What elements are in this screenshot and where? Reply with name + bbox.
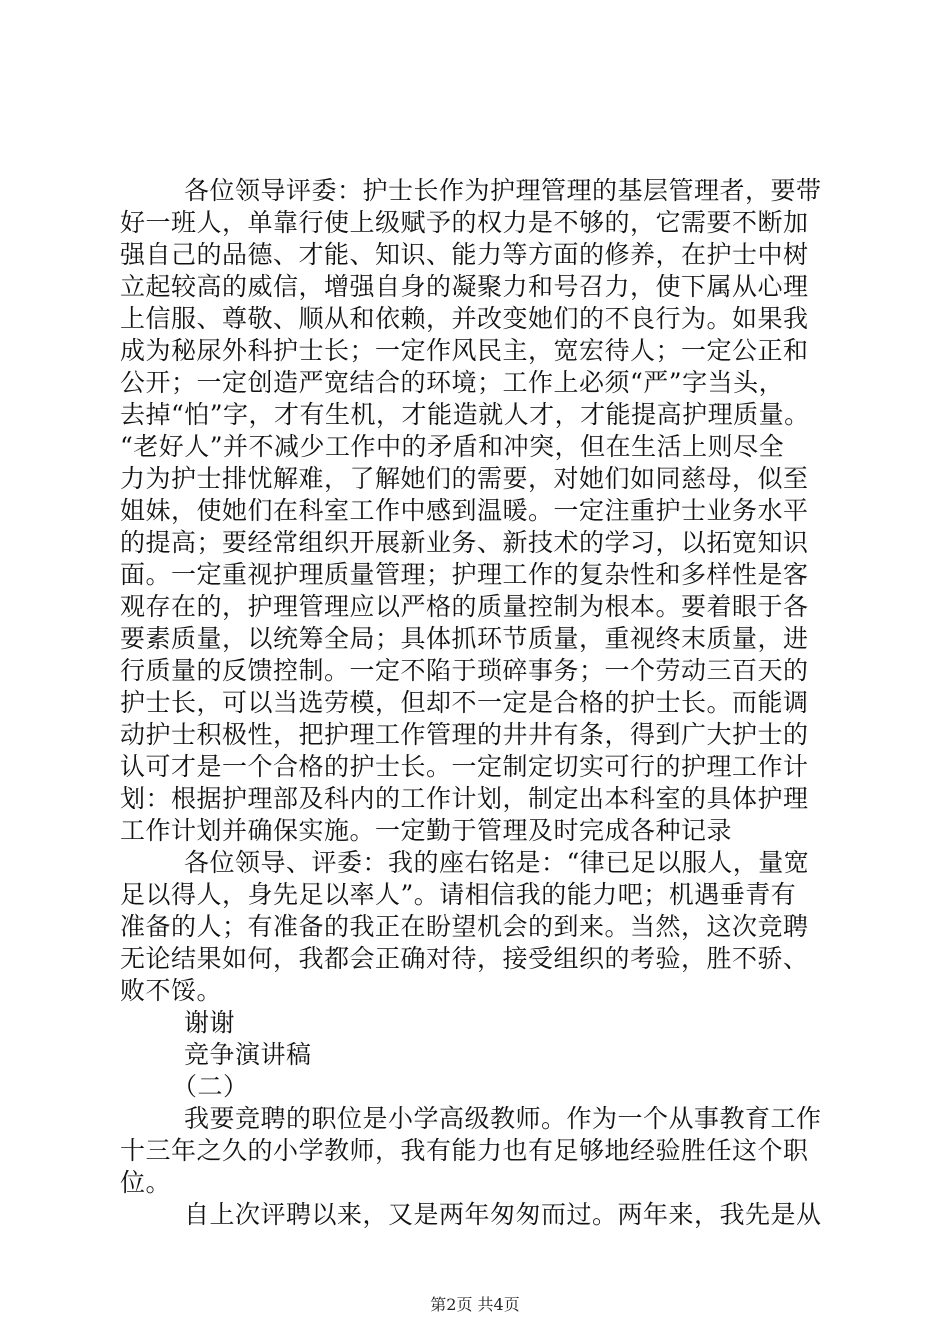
text-line: 的提高；要经常组织开展新业务、新技术的学习，以拓宽知识 xyxy=(120,528,809,557)
text-line: 上信服、尊敬、顺从和依赖，并改变她们的不良行为。如果我 xyxy=(120,304,809,333)
text-line: 强自己的品德、才能、知识、能力等方面的修养，在护士中树 xyxy=(120,240,809,269)
text-line: 观存在的，护理管理应以严格的质量控制为根本。要着眼于各 xyxy=(120,592,809,621)
text-line: 去掉“怕”字，才有生机，才能造就人才，才能提高护理质量。 xyxy=(120,400,810,429)
section-title: 竞争演讲稿 xyxy=(184,1040,312,1069)
text-line: 要素质量，以统筹全局；具体抓环节质量，重视终末质量，进 xyxy=(120,624,809,653)
text-line: 划：根据护理部及科内的工作计划，制定出本科室的具体护理 xyxy=(120,784,809,813)
text-line: 我要竞聘的职位是小学高级教师。作为一个从事教育工作 xyxy=(184,1104,822,1133)
page-footer: 第2页 共4页 xyxy=(430,1295,520,1314)
text-line: 无论结果如何，我都会正确对待，接受组织的考验，胜不骄、 xyxy=(120,944,809,973)
text-line: “老好人”并不减少工作中的矛盾和冲突，但在生活上则尽全 xyxy=(120,432,785,461)
text-line: 面。一定重视护理质量管理；护理工作的复杂性和多样性是客 xyxy=(120,560,809,589)
text-line: 护士长，可以当选劳模，但却不一定是合格的护士长。而能调 xyxy=(120,688,809,717)
text-line: 位。 xyxy=(120,1168,172,1197)
text-line: 立起较高的威信，增强自身的凝聚力和号召力，使下属从心理 xyxy=(120,272,809,301)
text-line: 行质量的反馈控制。一定不陷于琐碎事务；一个劳动三百天的 xyxy=(120,656,809,685)
text-line: 姐妹，使她们在科室工作中感到温暖。一定注重护士业务水平 xyxy=(120,496,809,525)
text-line: 好一班人，单靠行使上级赋予的权力是不够的，它需要不断加 xyxy=(120,208,809,237)
text-line: 败不馁。 xyxy=(120,976,223,1005)
text-line: 各位领导评委：护士长作为护理管理的基层管理者，要带 xyxy=(184,176,822,205)
text-line: 工作计划并确保实施。一定勤于管理及时完成各种记录 xyxy=(120,816,733,845)
text-line: 力为护士排忧解难，了解她们的需要，对她们如同慈母，似至 xyxy=(120,464,809,493)
text-line: 成为秘尿外科护士长；一定作风民主，宽宏待人；一定公正和 xyxy=(120,336,809,365)
text-line: 各位领导、评委：我的座右铭是：“律已足以服人，量宽 xyxy=(184,848,810,877)
text-line: 自上次评聘以来，又是两年匆匆而过。两年来，我先是从 xyxy=(184,1200,822,1229)
text-line: 足以得人，身先足以率人”。请相信我的能力吧；机遇垂青有 xyxy=(120,880,797,909)
text-line: 公开；一定创造严宽结合的环境；工作上必须“严”字当头， xyxy=(120,368,785,397)
closing-line: 谢谢 xyxy=(184,1008,236,1037)
text-line: 动护士积极性，把护理工作管理的井井有条，得到广大护士的 xyxy=(120,720,809,749)
text-line: 十三年之久的小学教师，我有能力也有足够地经验胜任这个职 xyxy=(120,1136,809,1165)
text-line: 准备的人；有准备的我正在盼望机会的到来。当然，这次竞聘 xyxy=(120,912,809,941)
section-number: （二） xyxy=(172,1072,249,1101)
text-line: 认可才是一个合格的护士长。一定制定切实可行的护理工作计 xyxy=(120,752,809,781)
